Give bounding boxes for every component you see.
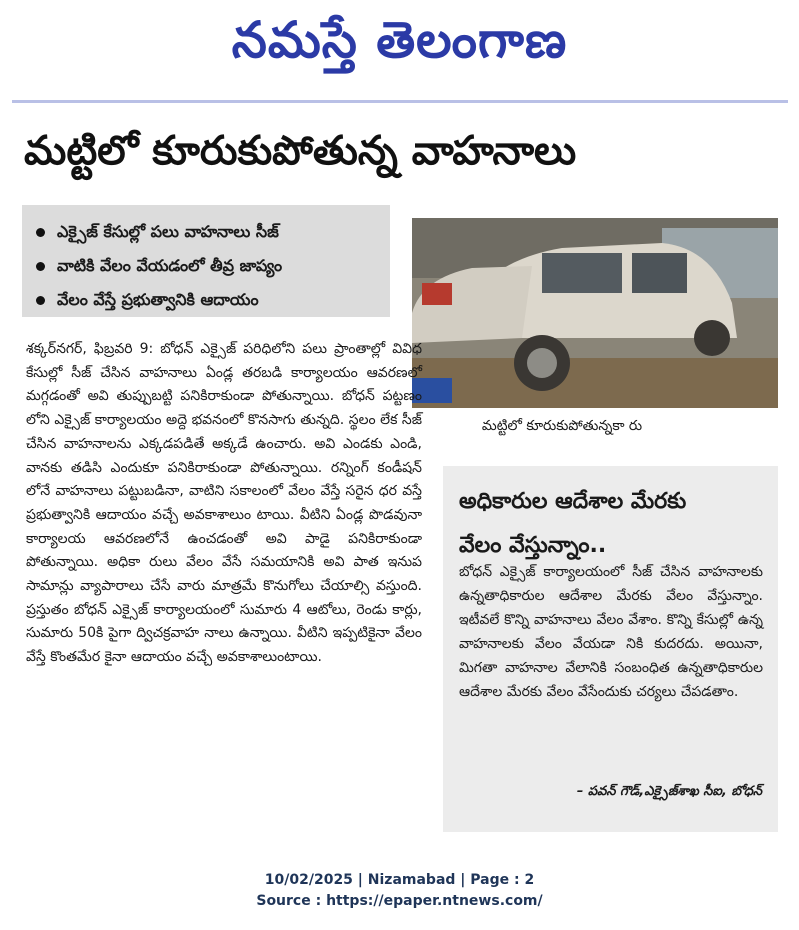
edition-info: 10/02/2025 | Nizamabad | Page : 2: [264, 872, 535, 888]
photo-caption: మట్టిలో కూరుకుపోతున్నకా రు: [481, 418, 643, 434]
source-link[interactable]: Source : https://epaper.ntnews.com/: [256, 893, 543, 909]
quote-heading: [459, 480, 769, 568]
masthead-divider: [12, 100, 788, 103]
article-headline: మట్టిలో కూరుకుపోతున్న వాహనాలు: [24, 128, 577, 174]
newspaper-masthead: నమస్తే తెలంగాణ: [231, 10, 568, 69]
highlight-text: వేలం వేస్తే ప్రభుత్వానికి ఆదాయం: [57, 290, 259, 309]
highlight-item: [36, 215, 390, 249]
quote-attribution: – పవన్ గౌడ్,ఎక్సైజ్‌శాఖ సీఐ, బోధన్: [576, 784, 762, 799]
bullet-icon: [36, 262, 45, 271]
highlights-box: [22, 205, 390, 317]
seized-car-photo: [412, 218, 778, 408]
quote-heading-line: వేలం వేస్తున్నాం..: [459, 533, 607, 558]
quote-body: బోధన్ ఎక్సైజ్ కార్యాలయంలో సీజ్ చేసిన వాహనాలకు ఉన్నతాధికారుల ఆదేశాల మేరకు వేలం వేస్తున్నాం. ఇటీవలే కొన్ని వాహనాలు వేలం వేశాం. కొన్ని కేసుల్లో ఉన్న వాహనాలకు వేలం వేయడా నికి కుదరదు. అయినా, మిగతా వాహనాల వేలానికి సంబంధిత ఉన్నతాధికారుల ఆదేశాల మేరకు వేలం వేసేందుకు చర్యలు చేపడతాం.: [459, 564, 763, 700]
bullet-icon: [36, 296, 45, 305]
officer-quote-box: [443, 466, 778, 832]
highlight-text: ఎక్సైజ్ కేసుల్లో పలు వాహనాలు సీజ్: [57, 222, 279, 241]
page-footer: [0, 870, 799, 912]
highlight-item: [36, 283, 390, 317]
highlight-text: వాటికి వేలం వేయడంలో తీవ్ర జాప్యం: [57, 256, 283, 275]
highlight-item: [36, 249, 390, 283]
quote-heading-line: అధికారుల ఆదేశాల మేరకు: [459, 489, 687, 514]
bullet-icon: [36, 228, 45, 237]
article-body: శక్కర్‌నగర్, ఫిబ్రవరి 9: బోధన్ ఎక్సైజ్ పరిధిలోని పలు ప్రాంతాల్లో వివిధ కేసుల్లో సీజ్ చేసిన వాహనాలు ఏండ్ల తరబడి కార్యాలయం ఆవరణలో మగ్గడంతో అవి తుప్పుబట్టి పనికిరాకుండా పోతున్నాయి. బోధన్ పట్టణం లోని ఎక్సైజ్ కార్యాలయం అద్దె భవనంలో కొనసాగు తున్నది. స్థలం లేక సీజ్ చేసిన వాహనాలను ఎక్కడపడితే అక్కడే ఉంచారు. అవి ఎండకు ఎండి, వానకు తడిసి ఎందుకూ పనికిరాకుండా పోతున్నాయి. రన్నింగ్ కండీషన్ లోనే వాహనాలు పట్టుబడినా, వాటిని సకాలంలో వేలం వేస్తే సరైన ధర వస్తే ప్రభుత్వానికి ఆదాయం వచ్చే అవకాశాలుం టాయి. వీటిని ఏండ్ల పొడవునా కార్యాలయ ఆవరణలోనే ఉంచడంతో అవి పాడై పనికిరాకుండా పోతున్నాయి. అధికా రులు వేలం వేసే సమయానికి అవి పాత ఇనుప సామాన్లు వ్యాపారాలు చేసే వారు మాత్రమే కొనుగోలు చేయాల్సి వస్తుంది. ప్రస్తుతం బోధన్ ఎక్సైజ్ కార్యాలయంలో సుమారు 4 ఆటోలు, రెండు కార్లు, సుమారు 50కి పైగా ద్విచక్రవాహ నాలు ఉన్నాయి. వీటిని ఇప్పటికైనా వేలం వేస్తే కొంతమేర కైనా ఆదాయం వచ్చే అవకాశాలుంటాయి.: [26, 341, 422, 666]
